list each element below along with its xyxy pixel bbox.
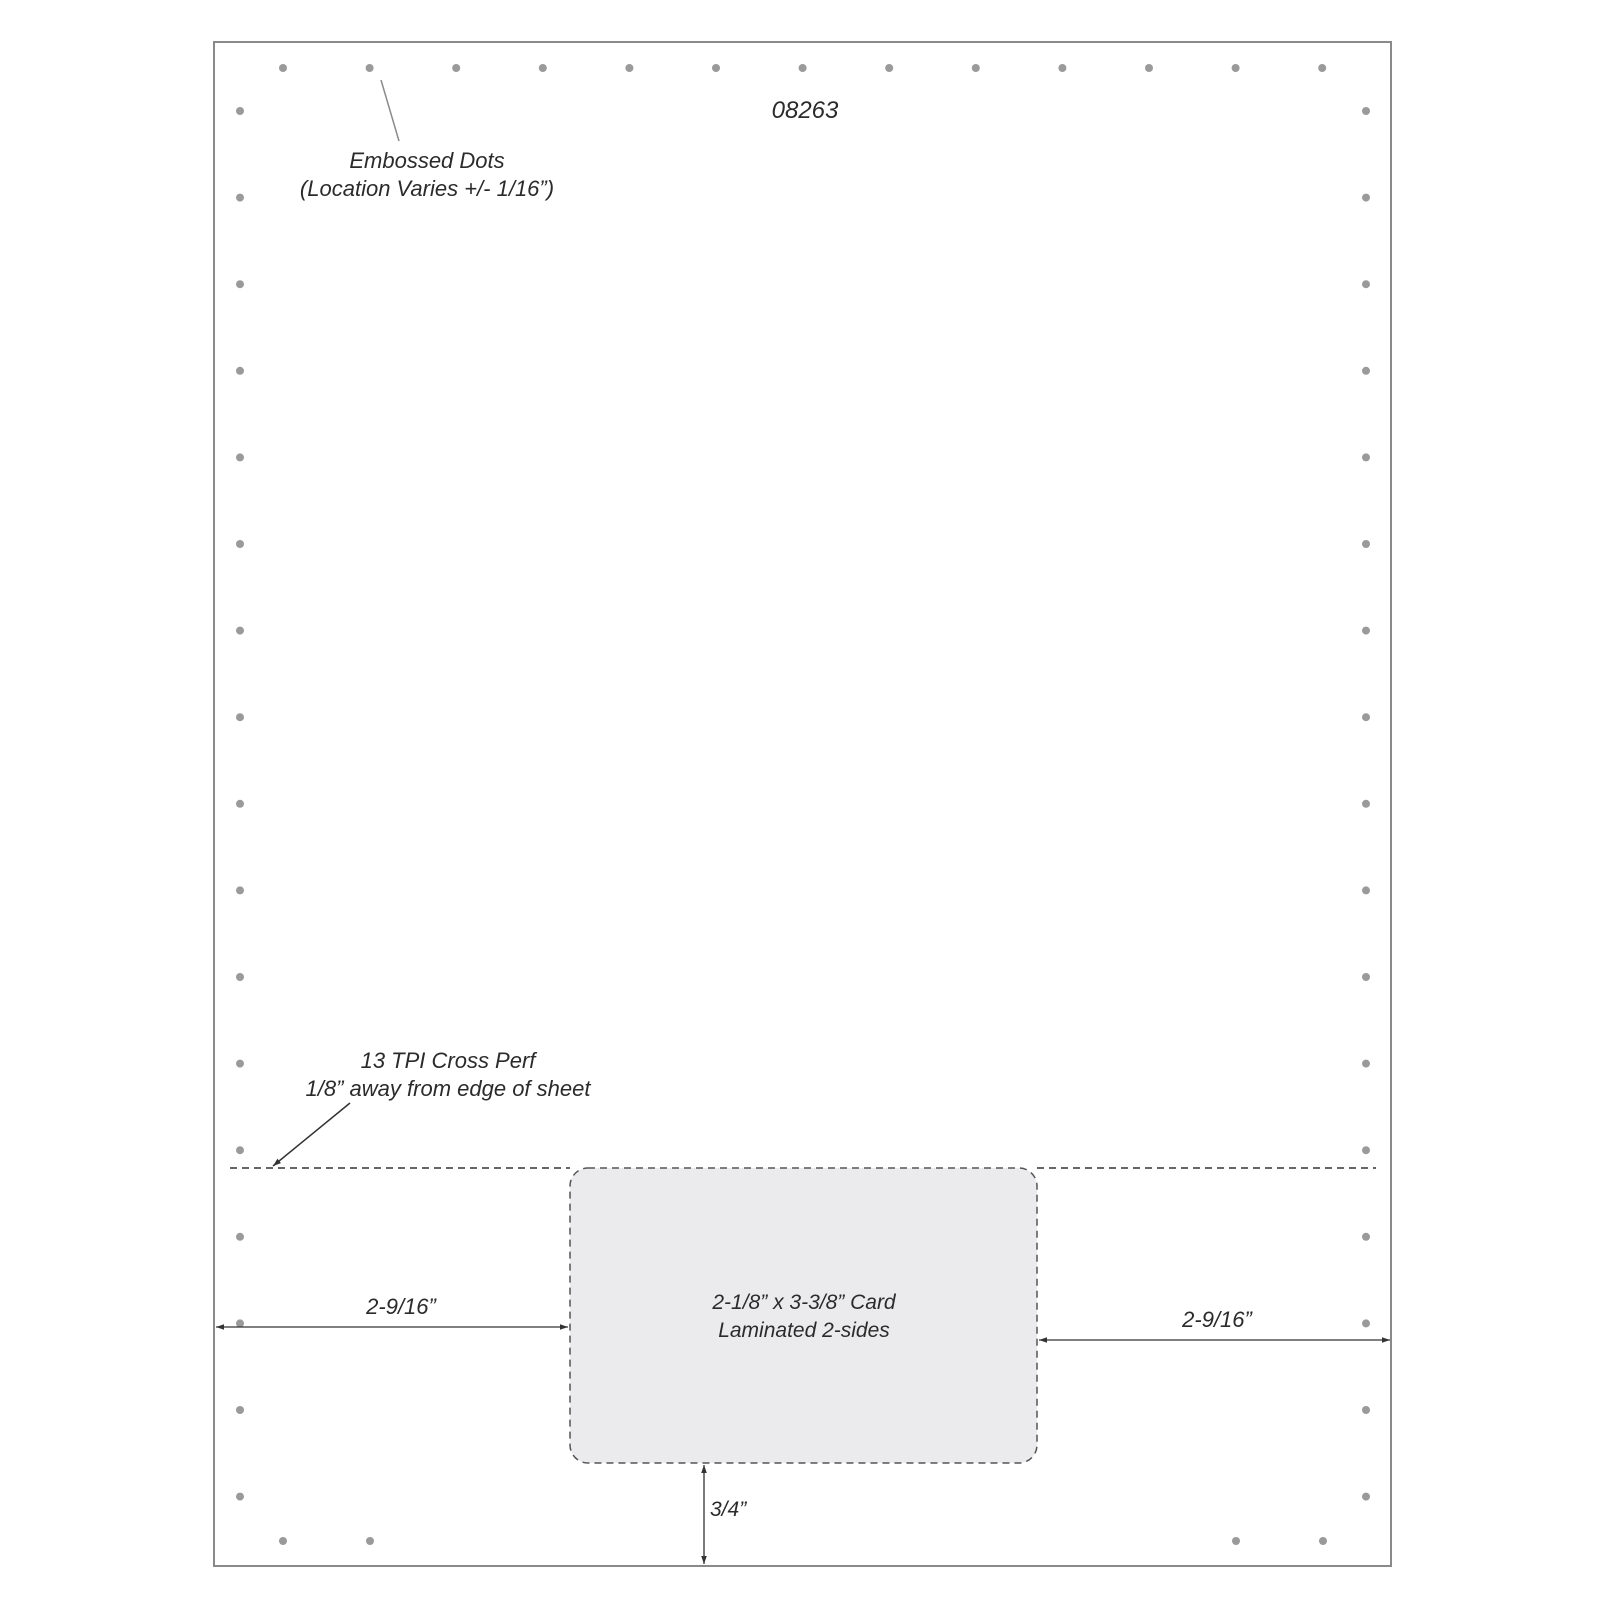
right-margin-dimension-label: 2-9/16”: [1182, 1307, 1252, 1332]
laminated-card: [570, 1168, 1037, 1463]
embossed-dot-bottom: [366, 1537, 374, 1545]
embossed-dot-top: [1058, 64, 1066, 72]
embossed-dot-left: [236, 1060, 244, 1068]
embossed-dot-top: [366, 64, 374, 72]
bottom-margin-dimension-label: 3/4”: [710, 1498, 747, 1521]
embossed-dot-bottom: [1319, 1537, 1327, 1545]
embossed-dot-left: [236, 886, 244, 894]
embossed-dot-left: [236, 1319, 244, 1327]
embossed-dot-left: [236, 194, 244, 202]
embossed-dot-right: [1362, 1146, 1370, 1154]
embossed-dot-top: [885, 64, 893, 72]
embossed-dots-label: Embossed Dots: [349, 148, 505, 173]
card-lamination-label: Laminated 2-sides: [718, 1319, 890, 1342]
embossed-dot-left: [236, 280, 244, 288]
embossed-dot-right: [1362, 367, 1370, 375]
embossed-dot-left: [236, 627, 244, 635]
embossed-dot-left: [236, 107, 244, 115]
embossed-dot-right: [1362, 973, 1370, 981]
embossed-dot-right: [1362, 1319, 1370, 1327]
embossed-dot-top: [712, 64, 720, 72]
embossed-dot-top: [452, 64, 460, 72]
embossed-dots-tolerance-label: (Location Varies +/- 1/16”): [299, 176, 555, 201]
embossed-dot-left: [236, 973, 244, 981]
embossed-dot-bottom: [279, 1537, 287, 1545]
form-number: 08263: [771, 97, 839, 124]
embossed-dot-top: [279, 64, 287, 72]
embossed-dot-right: [1362, 107, 1370, 115]
cross-perf-label: 13 TPI Cross Perf: [360, 1048, 536, 1073]
embossed-dot-right: [1362, 886, 1370, 894]
embossed-dot-top: [1318, 64, 1326, 72]
embossed-dot-left: [236, 540, 244, 548]
embossed-dot-right: [1362, 280, 1370, 288]
embossed-dot-left: [236, 453, 244, 461]
embossed-dot-right: [1362, 1060, 1370, 1068]
embossed-dot-top: [625, 64, 633, 72]
embossed-dot-right: [1362, 800, 1370, 808]
embossed-dot-right: [1362, 540, 1370, 548]
embossed-dot-right: [1362, 1493, 1370, 1501]
cross-perf-distance-label: 1/8” away from edge of sheet: [305, 1076, 591, 1101]
embossed-dot-right: [1362, 194, 1370, 202]
embossed-dot-right: [1362, 627, 1370, 635]
embossed-dot-top: [972, 64, 980, 72]
embossed-dot-left: [236, 713, 244, 721]
embossed-dot-top: [1232, 64, 1240, 72]
embossed-dot-right: [1362, 1233, 1370, 1241]
embossed-dot-top: [539, 64, 547, 72]
embossed-dot-right: [1362, 713, 1370, 721]
embossed-dot-left: [236, 367, 244, 375]
embossed-dot-left: [236, 1406, 244, 1414]
embossed-dot-left: [236, 800, 244, 808]
embossed-dot-top: [799, 64, 807, 72]
card-size-label: 2-1/8” x 3-3/8” Card: [712, 1291, 896, 1314]
embossed-dot-left: [236, 1493, 244, 1501]
embossed-dot-right: [1362, 453, 1370, 461]
embossed-dot-top: [1145, 64, 1153, 72]
embossed-dot-right: [1362, 1406, 1370, 1414]
embossed-dot-left: [236, 1146, 244, 1154]
embossed-dot-bottom: [1232, 1537, 1240, 1545]
left-margin-dimension-label: 2-9/16”: [366, 1294, 436, 1319]
embossed-dot-left: [236, 1233, 244, 1241]
